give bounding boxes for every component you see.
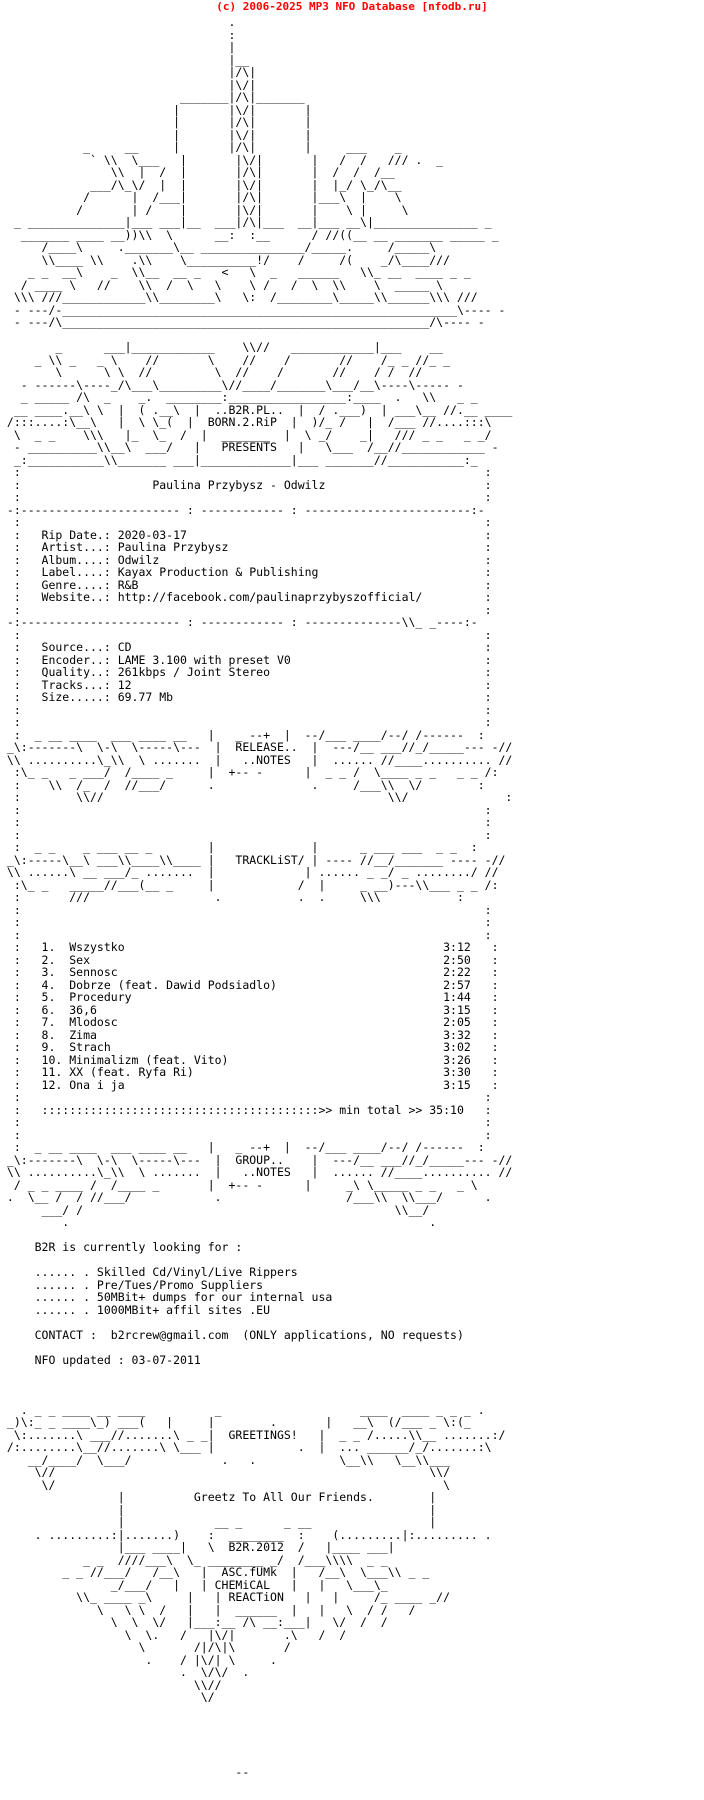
nfo-document [0, 16, 704, 1779]
nfo-ascii-art-body: . : | |__ |/\| |\/| _______|/\|_______ | |\/| | | |/\| | | |\/| | _ __ | |/\| | ___ _ ` \\ \___ | |\/| | / / /// . _ \\ | / | |/\| | / / /__ ___/\_\/ | | |\/| | |_/ \_/\__ / | /___| |/\| |___\ | \ / | / | |\/| | \ | \ _ ______________|___ ___|__ ___|/\|___ __|___ __\|_______________ _ _______ ____ __))\\ \ __: :__ / //((__ __ _______ _____ _ /____\ ._______\__ _______________/_____. /_____\ \\____ \\ .\\ \__________!/ / /( _/\____/// _ _ __\ _ \\__ __ _ < \ _ ______ \\_ __ ____ _ _ / ____ \ // \\ / \ \ \ / / \ \\ \ _____ \ \\\ ///____________\\________\ \: /________\_____\\______\\\ /// - ---/-_________________________________________________________\---- - - ---/\_____________________________________________________/\---- - _ ___|____________ \\// ____________|___ __ _ \\ _ _ \ // \ // / // /_ _ //_ _ \ \ \ // \ // / // / / // - ------\----_/\___\_________\//____/_______\___/__\----\----- - _ _____ /\ _ _. ________:_________________:____ . \\ _ _ __ ____.__\ \ | ( .__\ | ..B2R.PL.. | / .___) | ___\__ //.__ ____ /:::....:\__\ | \ \_( | BORN.2.RiP | )/_ / | /___ //....:::\ \ _ _ \\\ |_ \_ / | _______ | \ _/ _| /// _ _ _ _/ - __________\\__\ ___/ | PRESENTS | \___ /__//____________ - _:___________\\_______ ___|_____________|___ _______//___________:_ : : : Paulina Przybysz - Odwilz : : : -:----------------------- : ------------ : ------------------------:- : : : Rip Date.: 2020-03-17 : : Artist...: Paulina Przybysz : : Album....: Odwilz : : Label....: Kayax Production & Publishing : : Genre....: R&B : : Website..: http://facebook.com/paulinaprzybyszofficial/ : : : -:----------------------- : ------------ : --------------\\_ _----:- : : : Source...: CD : : Encoder..: LAME 3.100 with preset V0 : : Quality..: 261kbps / Joint Stereo : : Tracks...: 12 : : Size.....: 69.77 Mb : : : : : : _ __ ____ ___ ____ __ | _ --+ | --/___ ____/--/ /------ : _\:-------\ \-\ \-----\--- | RELEASE.. | ---/__ ___//_/_____--- -// \\ ..........\_\\ \ ....... | ..NOTES | ...... //____.......... // :\_ _ _ ___/ /____ _ | +-- - | _ _ / \____ _ _ _ _ /: : \\ /_ / //___/ . . /___\\ \/ : : \\// \\/ : : : : : : : : _ _ _ ___ __ _ | | _ ___ ___ _ _ : _\:-----\__\ ___\\____\\____ | TRACKLiST/ | ---- //__/_______ ---- -// \\ ......\ __ ___/_ ....... | | ...... _ _/ _ ......../ // :\_ _ _____//___(__ _ | / | _ __)---\\___ _ _ /: : /// . . . \\\ : : : : : : : : 1. Wszystko 3:12 : : 2. Sex 2:50 : : 3. Sennosc 2:22 : : 4. Dobrze (feat. Dawid Podsiadlo) 2:57 : : 5. Procedury 1:44 : : 6. 36,6 3:15 : : 7. Mlodosc 2:05 : : 8. Zima 3:32 : : 9. Strach 3:02 : : 10. Minimalizm (feat. Vito) 3:26 : : 11. XX (feat. Ryfa Ri) 3:30 : : 12. Ona i ja 3:15 : : : : ::::::::::::::::::::::::::::::::::::::::>> min total >> 35:10 : : : : : : _ __ ____ ___ ____ __ | _ --+ | --/___ ____/--/ /------ : _\:-------\ \-\ \-----\--- | GROUP.. | ---/__ ___//_/_____--- -// \\ ..........\_\\ \ ....... | ..NOTES | ...... //____.......... // / _ _ ____ / /____ _ | +-- - | _\ \_____ _ _ _ \ . \__ / / //___/ . /___\\ \\___/ . ___/ / \\__/ . . B2R is currently looking for : ...... . Skilled Cd/Vinyl/Live Rippers ...... . Pre/Tues/Promo Suppliers ...... . 50MBit+ dumps for our internal usa ...... . 1000MBit+ affil sites .EU CONTACT : b2rcrew@gmail.com (ONLY applications, NO requests) NFO updated : 03-07-2011 . _ _ ____ __ ____ _ ____ ____ _ _ _ . _)\:_ _ ____\_) ___( | | . | __\ (/___ _ \:(_ \:.......\ ___//.......\ _ _| GREETINGS! | _ _ /.....\\__ .......:/ /:........\__//.......\ \___ | . | ... ______/_/.......:\ __/____/ \___/ . . \__\\ \__\\___ \// \\/ \/ \ | Greetz To All Our Friends. | | | | __ _ _ __ | . .........:|.......) : ________ : (.........|:......... . |___ ____| \ B2R.2012 / |____ ___| _ _ ////___\ \_ ________ _/ /___\\\\ _ _ _ _ //___/ /__\ | ASC.fUMk | /__\ \___\\ _ _ _/___/ | | CHEMiCAL | | \___\_ \\_ ____ _\ | | REACTiON | | /_ ____ _// \ \ \ / | | ______ | | \ / / / \ \ \/ |___:__ /\ __:___| \/ / / \ \. / |\/| .\ / / \ /|/\|\ / . / |\/| \ . . \/\/ . \\// \/ -- [6, 16, 513, 1779]
site-header: (c) 2006-2025 MP3 NFO Database [nfodb.ru] [216, 0, 488, 13]
